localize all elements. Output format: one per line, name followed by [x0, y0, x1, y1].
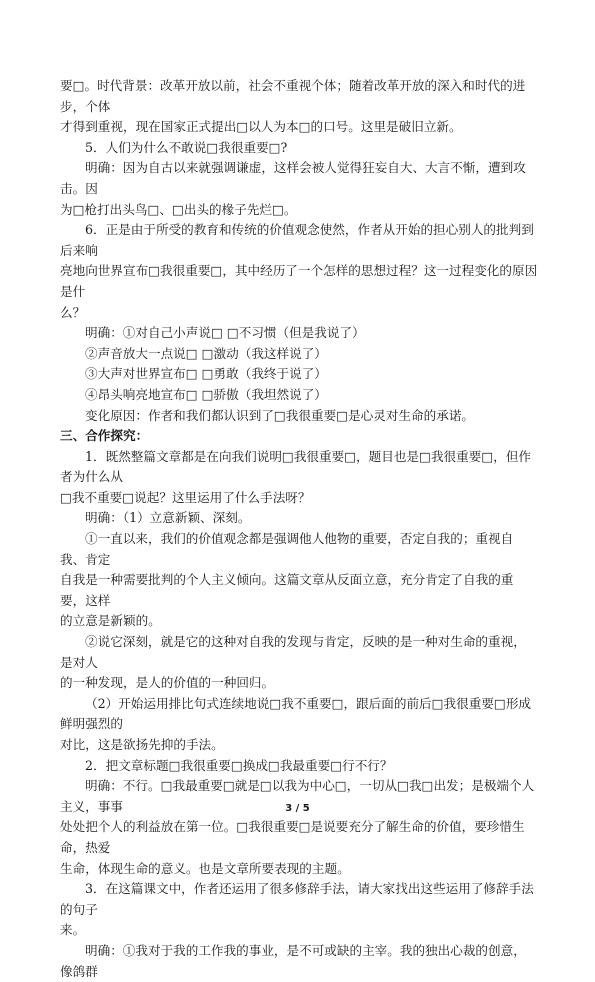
- text-line: 要□。时代背景：改革开放以前，社会不重视个体；随着改革开放的深入和时代的进步，个体: [60, 78, 526, 114]
- text-line: 明确：不行。□我最重要□就是□以我为中心□，一切从□我□出发；是极端个人主义，事事: [60, 778, 535, 814]
- text-line: 6．正是由于所受的教育和传统的价值观念使然，作者从开始的担心别人的批判到后来响: [60, 222, 534, 258]
- text-line: 2．把文章标题□我很重要□换成□我最重要□行不行？: [85, 757, 393, 773]
- document-body: [60, 76, 538, 982]
- text-line: ②说它深刻，就是它的这种对自我的发现与肯定，反映的是一种对生命的重视，是对人: [60, 634, 526, 670]
- section-heading: 三、合作探究：: [60, 428, 149, 444]
- text-line: 明确：①我对于我的工作我的事业，是不可或缺的主宰。我的独出心裁的创意，像鸽群: [60, 942, 526, 979]
- page-number: 3 / 5: [285, 803, 310, 814]
- text-line: 1．既然整篇文章都是在向我们说明□我很重要□，题目也是□我很重要□，但作者为什么从: [60, 448, 532, 485]
- text-line: 明确：（1）立意新颖、深刻。: [85, 510, 251, 526]
- text-line: 么？: [60, 304, 86, 320]
- text-line: □我不重要□说起？这里运用了什么手法呀？: [60, 489, 311, 505]
- text-line: 的一种发现，是人的价值的一种回归。: [60, 675, 275, 691]
- text-line: 的立意是新颖的。: [60, 613, 161, 629]
- text-line: 明确：因为自古以来就强调谦虚，这样会被人觉得狂妄自大、大言不惭，遭到攻击。因: [60, 160, 526, 196]
- text-line: 对比，这是欲扬先抑的手法。: [60, 737, 224, 752]
- text-line: 为□枪打出头鸟□、□出头的椽子先烂□。: [60, 201, 297, 217]
- text-line: 自我是一种需要批判的个人主义倾向。这篇文章从反面立意，充分肯定了自我的重要，这样: [60, 572, 514, 608]
- text-line: 处处把个人的利益放在第一位。□我很重要□是说要充分了解生命的价值，要珍惜生命，热爱: [60, 819, 525, 855]
- text-line: 才得到重视，现在国家正式提出□以人为本□的口号。这里是破旧立新。: [60, 119, 462, 135]
- text-line: ②声音放大一点说□ □激动（我这样说了）: [85, 345, 327, 361]
- text-line: 来。: [60, 922, 86, 938]
- text-line: 变化原因：作者和我们都认识到了□我很重要□是心灵对生命的承诺。: [85, 407, 475, 423]
- text-line: ③大声对世界宣布□ □勇敢（我终于说了）: [85, 366, 327, 382]
- text-line: （2）开始运用排比句式连续地说□我不重要□，跟后面的前后□我很重要□形成鲜明强烈的: [60, 695, 532, 732]
- text-line: ④昂头响亮地宣布□ □骄傲（我坦然说了）: [85, 386, 327, 402]
- text-line: 生命，体现生命的意义。也是文章所要表现的主题。: [60, 860, 350, 876]
- text-line: 亮地向世界宣布□我很重要□，其中经历了一个怎样的思想过程？这一过程变化的原因是什: [60, 263, 538, 299]
- text-line: ①一直以来，我们的价值观念都是强调他人他物的重要，否定自我的；重视自我、肯定: [60, 531, 514, 567]
- text-line: 5．人们为什么不敢说□我很重要□?: [85, 139, 288, 155]
- text-line: 3．在这篇课文中，作者还运用了很多修辞手法，请大家找出这些运用了修辞手法的句子: [60, 881, 534, 917]
- text-line: 明确：①对自己小声说□ □不习惯（但是我说了）: [85, 325, 365, 341]
